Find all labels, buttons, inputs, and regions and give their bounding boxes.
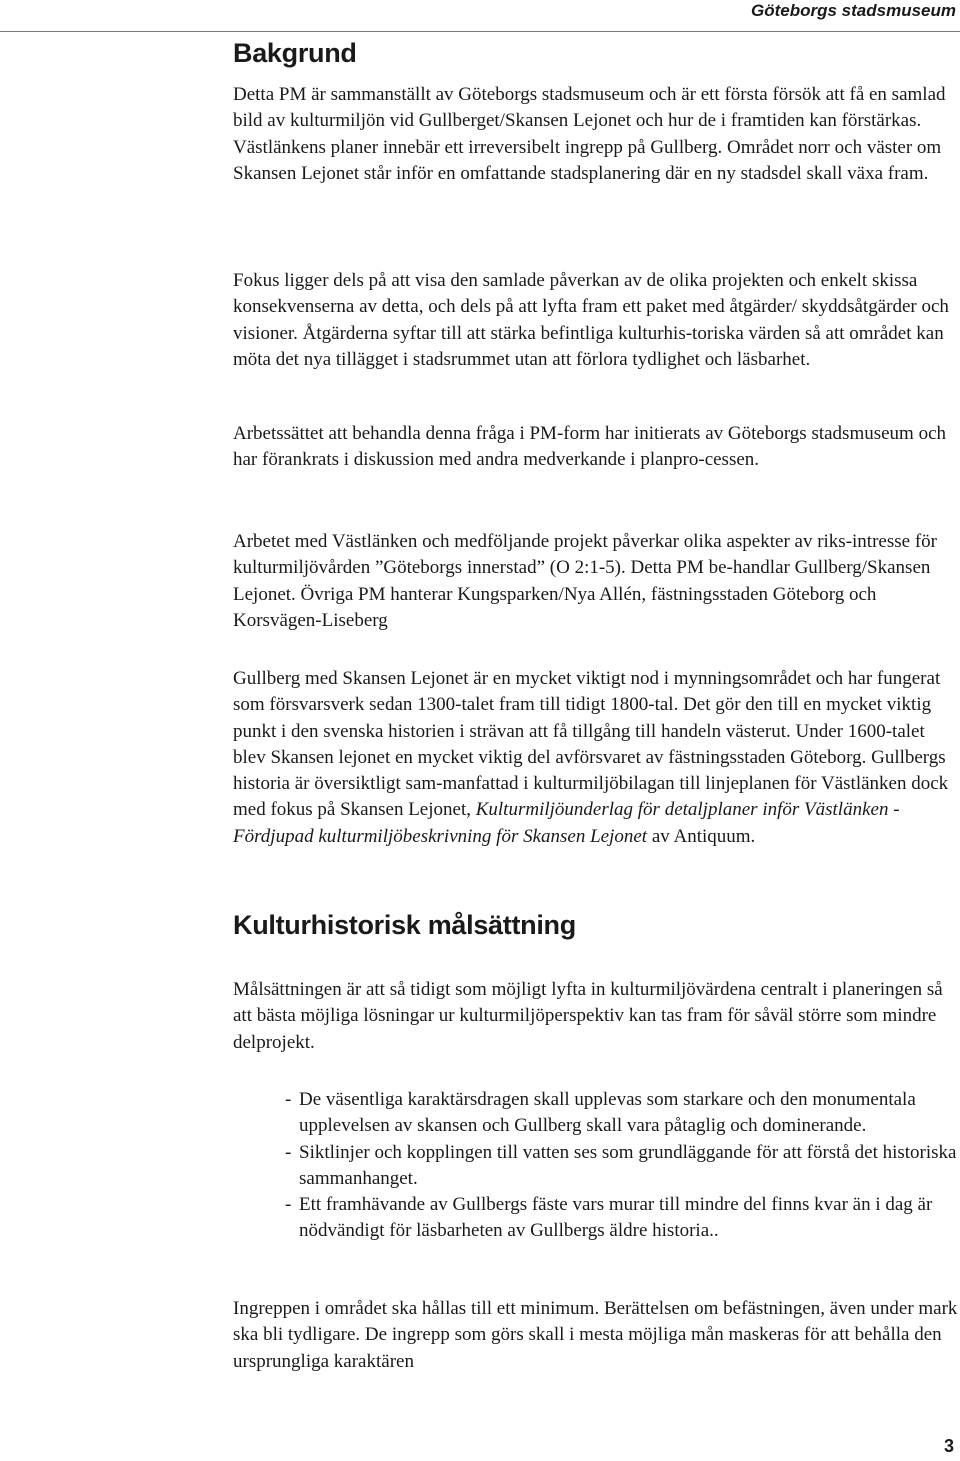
paragraph-3: Arbetssättet att behandla denna fråga i PM-form har initierats av Göteborgs stadsmuseum och har förankrats i diskussion med andra medverkande i planpro-cessen. xyxy=(233,423,947,471)
list-marker: - xyxy=(285,1141,292,1163)
goals-list xyxy=(285,1087,957,1245)
paragraph-1: Detta PM är sammanställt av Göteborgs stadsmuseum och är ett första försök att få en samlad bild av kulturmiljön vid Gullberget/Skansen Lejonet och hur de i framtiden kan förstärkas. Västlänkens planer innebär ett irreversibelt ingrepp på Gullberg. Området norr och väster om Skansen Lejonet står inför en omfattande stadsplanering där en ny stadsdel skall växa fram. xyxy=(233,84,946,184)
list-item xyxy=(285,1192,957,1245)
paragraph-2: Fokus ligger dels på att visa den samlade påverkan av de olika projekten och enkelt skissa konsekvenserna av detta, och dels på att lyfta fram ett paket med åtgärder/ skyddsåtgärder och visioner. Åtgärderna syftar till att stärka befintliga kulturhis-toriska värden så att området kan möta det nya tillägget i stadsrummet utan att förlora tydlighet och läsbarhet. xyxy=(233,270,949,370)
section-heading-bakgrund: Bakgrund xyxy=(233,38,357,68)
report-title: Kulturmiljöunderlag för detaljplaner inför Västlänken - Fördjupad kulturmiljöbeskrivning för Skansen Lejonet xyxy=(233,799,900,847)
paragraph-5-end: av Antiquum. xyxy=(647,825,756,847)
list-item-text: De väsentliga karaktärsdragen skall upplevas som starkare och den monumentala upplevelsen av skansen och Gullberg skall vara påtaglig och dominerande. xyxy=(299,1089,916,1137)
list-item xyxy=(285,1140,957,1193)
list-item xyxy=(285,1087,957,1140)
paragraph-5 xyxy=(233,666,958,850)
page-number: 3 xyxy=(943,1436,954,1456)
list-marker: - xyxy=(285,1194,292,1216)
closing-paragraph: Ingreppen i området ska hållas till ett minimum. Berättelsen om befästningen, även under mark ska bli tydligare. De ingrepp som görs skall i mesta möjliga mån maskeras för att behålla den ursprungliga karaktären xyxy=(233,1298,958,1372)
list-marker: - xyxy=(285,1089,292,1110)
intro-paragraph: Målsättningen är att så tidigt som möjligt lyfta in kulturmiljövärdena centralt i planeringen så att bästa möjliga lösningar ur kulturmiljöperspektiv kan tas fram för såväl större som mindre delprojekt. xyxy=(233,979,943,1053)
running-header: Göteborgs stadsmuseum xyxy=(741,1,956,21)
paragraph-4: Arbetet med Västlänken och medföljande projekt påverkar olika aspekter av riks-intresse för kulturmiljövården ”Göteborgs innerstad” (O 2:1-5). Detta PM be-handlar Gullberg/Skansen Lejonet. Övriga PM hanterar Kungsparken/Nya Allén, fästningsstaden Göteborg och Korsvägen-Liseberg xyxy=(233,531,937,631)
header-rule xyxy=(0,31,960,32)
list-item-text: Ett framhävande av Gullbergs fäste vars murar till mindre del finns kvar än i dag är nödvändigt för läsbarheten av Gullbergs äldre historia.. xyxy=(299,1194,933,1242)
section-heading-malsattning: Kulturhistorisk målsättning xyxy=(233,910,576,940)
list-item-text: Siktlinjer och kopplingen till vatten ses som grundläggande för att förstå det historiska sammanhanget. xyxy=(299,1141,957,1189)
paragraph-5-text: Gullberg med Skansen Lejonet är en mycket viktigt nod i mynningsområdet och har fungerat som försvarsverk sedan 1300-talet fram till tidigt 1800-tal. Det gör den till en mycket viktig punkt i den svenska historien i strävan att få tillgång till handeln västerut. Under 1600-talet blev Skansen lejonet en mycket viktig del avförsvaret av fästningsstaden Göteborg. Gullbergs historia är översiktligt sam-manfattad i kulturmiljöbilagan till linjeplanen för Västlänken dock med fokus på Skansen Lejonet, xyxy=(233,668,949,821)
